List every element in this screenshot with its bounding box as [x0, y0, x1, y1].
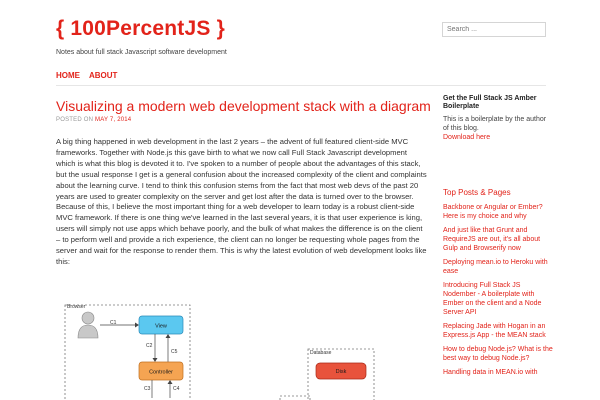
top-post-link[interactable]: And just like that Grunt and RequireJS are out, it's all about Gulp and Browserify now — [443, 227, 541, 252]
list-item — [443, 368, 553, 377]
list-item — [443, 203, 553, 221]
search-input[interactable] — [442, 22, 546, 37]
post-body: A big thing happened in web development in the last 2 years – the advent of full featured client-side MVC frameworks. Together with Node.js this gave birth to what we now call Full Stack Javascript development which is what this blog is devoted it to. I've spoken to a number of people about the advantages of this stack, but the usual response I get is a general confusion about the increased complexity of the client and complaints about the learning curve. I tend to think this confusion stems from the fact that most web devs of the past 20 years are used to greater complexity on the server and get lost after the data is turned over to the browser. Because of this, I believe the most important thing for a web developer to learn today is a robust client-side MVC framework. If there is one thing we've learned in the last several years, it is that user experience is king, users will simply not use apps which behave poorly, and the bulk of what makes the difference is on the client – to perform well and provide a rich experience, the client can no longer be requesting whole pages from the server and wait for the response to render them. This is why the latest evolution of web development looks like this: — [56, 137, 427, 266]
list-item — [443, 345, 553, 363]
top-post-link[interactable]: Deploying mean.io to Heroku with ease — [443, 259, 548, 275]
view-label: View — [155, 323, 167, 330]
edge-c3-label: C3 — [144, 386, 151, 392]
nav-item-home[interactable]: HOME — [56, 71, 80, 80]
boilerplate-widget-title: Get the Full Stack JS Amber Boilerplate — [443, 95, 537, 110]
top-post-link[interactable]: How to debug Node.js? What is the best way to debug Node.js? — [443, 346, 553, 362]
sidebar — [443, 95, 553, 141]
disk-label: Disk — [335, 369, 347, 375]
nav-divider — [56, 85, 546, 86]
site-title[interactable]: { 100PercentJS } — [56, 17, 225, 40]
post-title[interactable]: Visualizing a modern web development stack with a diagram — [56, 98, 431, 114]
user-icon — [78, 312, 98, 338]
posted-on-label: POSTED ON — [56, 117, 94, 123]
server-group — [280, 396, 310, 400]
edge-c1-label: C1 — [110, 320, 117, 326]
nav-item-about[interactable]: ABOUT — [89, 71, 118, 80]
database-label: Database — [310, 350, 332, 356]
post-date[interactable]: MAY 7, 2014 — [95, 117, 132, 123]
boilerplate-widget-text: This is a boilerplate by the author of this blog. — [443, 116, 547, 132]
top-post-link[interactable]: Replacing Jade with Hogan in an Express.js App - the MEAN stack — [443, 323, 546, 339]
list-item — [443, 322, 553, 340]
top-post-link[interactable]: Backbone or Angular or Ember? Here is my choice and why — [443, 204, 543, 220]
edge-c4-label: C4 — [173, 386, 180, 392]
download-link[interactable]: Download here — [443, 134, 491, 141]
top-post-link[interactable]: Introducing Full Stack JS Nodember - A boilerplate with Ember on the client and a Node Server API — [443, 282, 542, 316]
edge-c5-label: C5 — [171, 349, 178, 355]
controller-label: Controller — [149, 369, 173, 376]
top-posts-list — [443, 203, 553, 382]
post-meta — [56, 117, 131, 123]
top-posts-title: Top Posts & Pages — [443, 188, 511, 197]
main-nav — [56, 71, 117, 80]
list-item — [443, 226, 553, 253]
list-item — [443, 258, 553, 276]
edge-c2-label: C2 — [146, 343, 153, 349]
list-item — [443, 281, 553, 317]
site-description: Notes about full stack Javascript software development — [56, 49, 227, 56]
browser-label: Browser — [67, 304, 86, 310]
stack-diagram — [60, 300, 390, 400]
top-post-link[interactable]: Handling data in MEAN.io with — [443, 369, 538, 376]
